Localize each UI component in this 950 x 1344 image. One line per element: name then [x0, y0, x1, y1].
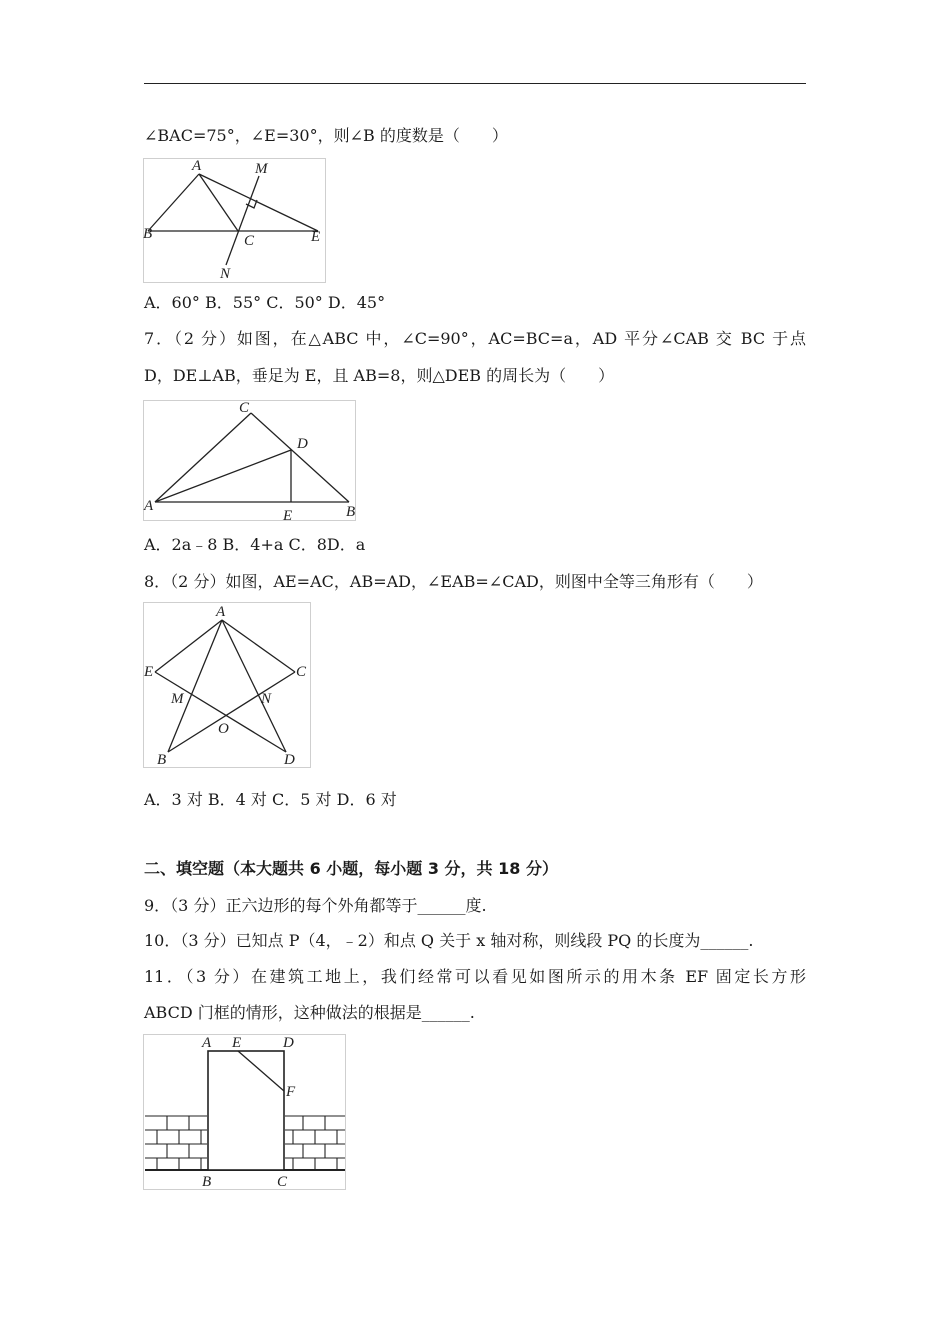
q7-line1: 7．（2 分）如图，在△ABC 中，∠C=90°，AC=BC=a，AD 平分∠CAB 交 BC 于点: [144, 329, 806, 348]
q6-label-n: N: [220, 266, 231, 282]
q7-line2: D，DE⊥AB，垂足为 E，且 AB=8，则△DEB 的周长为（ ）: [144, 366, 615, 385]
q8-label-n: N: [261, 691, 272, 707]
q7-label-c: C: [239, 400, 250, 416]
q11-figure: [143, 1034, 347, 1192]
q11-label-b: B: [202, 1174, 212, 1190]
q6-options: A．60° B．55° C．50° D．45°: [144, 293, 386, 312]
q11-label-f: F: [286, 1084, 296, 1100]
q9-text: 9．（3 分）正六边形的每个外角都等于______度.: [144, 896, 487, 915]
q6-label-e: E: [311, 229, 321, 245]
q11-label-a: A: [202, 1035, 212, 1051]
q11-label-d: D: [283, 1035, 294, 1051]
q7-label-e: E: [283, 508, 293, 524]
q6-label-b: B: [143, 226, 153, 242]
q6-label-c: C: [244, 233, 255, 249]
q11-label-e: E: [232, 1035, 242, 1051]
section2-heading: 二、填空题（本大题共 6 小题，每小题 3 分，共 18 分）: [144, 859, 558, 878]
q6-label-a: A: [192, 158, 202, 174]
q8-options: A．3 对 B．4 对 C．5 对 D．6 对: [144, 790, 397, 809]
q8-label-e: E: [144, 664, 154, 680]
q8-figure: [143, 602, 313, 770]
q11-label-c: C: [277, 1174, 288, 1190]
q11-line1: 11．（3 分）在建筑工地上，我们经常可以看见如图所示的用木条 EF 固定长方形: [144, 967, 806, 986]
q7-figure: [143, 400, 357, 524]
q8-label-d: D: [284, 752, 295, 768]
q7-options: A．2a﹣8 B．4+a C．8D．a: [144, 535, 366, 554]
q6-label-m: M: [255, 161, 268, 177]
q11-line2: ABCD 门框的情形，这种做法的根据是______.: [144, 1003, 475, 1022]
q7-label-b: B: [346, 504, 356, 520]
q8-label-a: A: [216, 604, 226, 620]
q8-line1: 8．（2 分）如图，AE=AC，AB=AD，∠EAB=∠CAD，则图中全等三角形有（ ）: [144, 572, 763, 591]
header-rule: [144, 83, 806, 84]
q8-label-o: O: [218, 721, 229, 737]
q6-figure: [143, 158, 327, 284]
q7-label-a: A: [144, 498, 154, 514]
q8-label-c: C: [296, 664, 307, 680]
q8-label-b: B: [157, 752, 167, 768]
q7-label-d: D: [297, 436, 308, 452]
q8-label-m: M: [171, 691, 184, 707]
q10-text: 10．（3 分）已知点 P（4，﹣2）和点 Q 关于 x 轴对称，则线段 PQ 的长度为______.: [144, 931, 754, 950]
q6-stem-tail: ∠BAC=75°，∠E=30°，则∠B 的度数是（ ）: [144, 126, 508, 145]
